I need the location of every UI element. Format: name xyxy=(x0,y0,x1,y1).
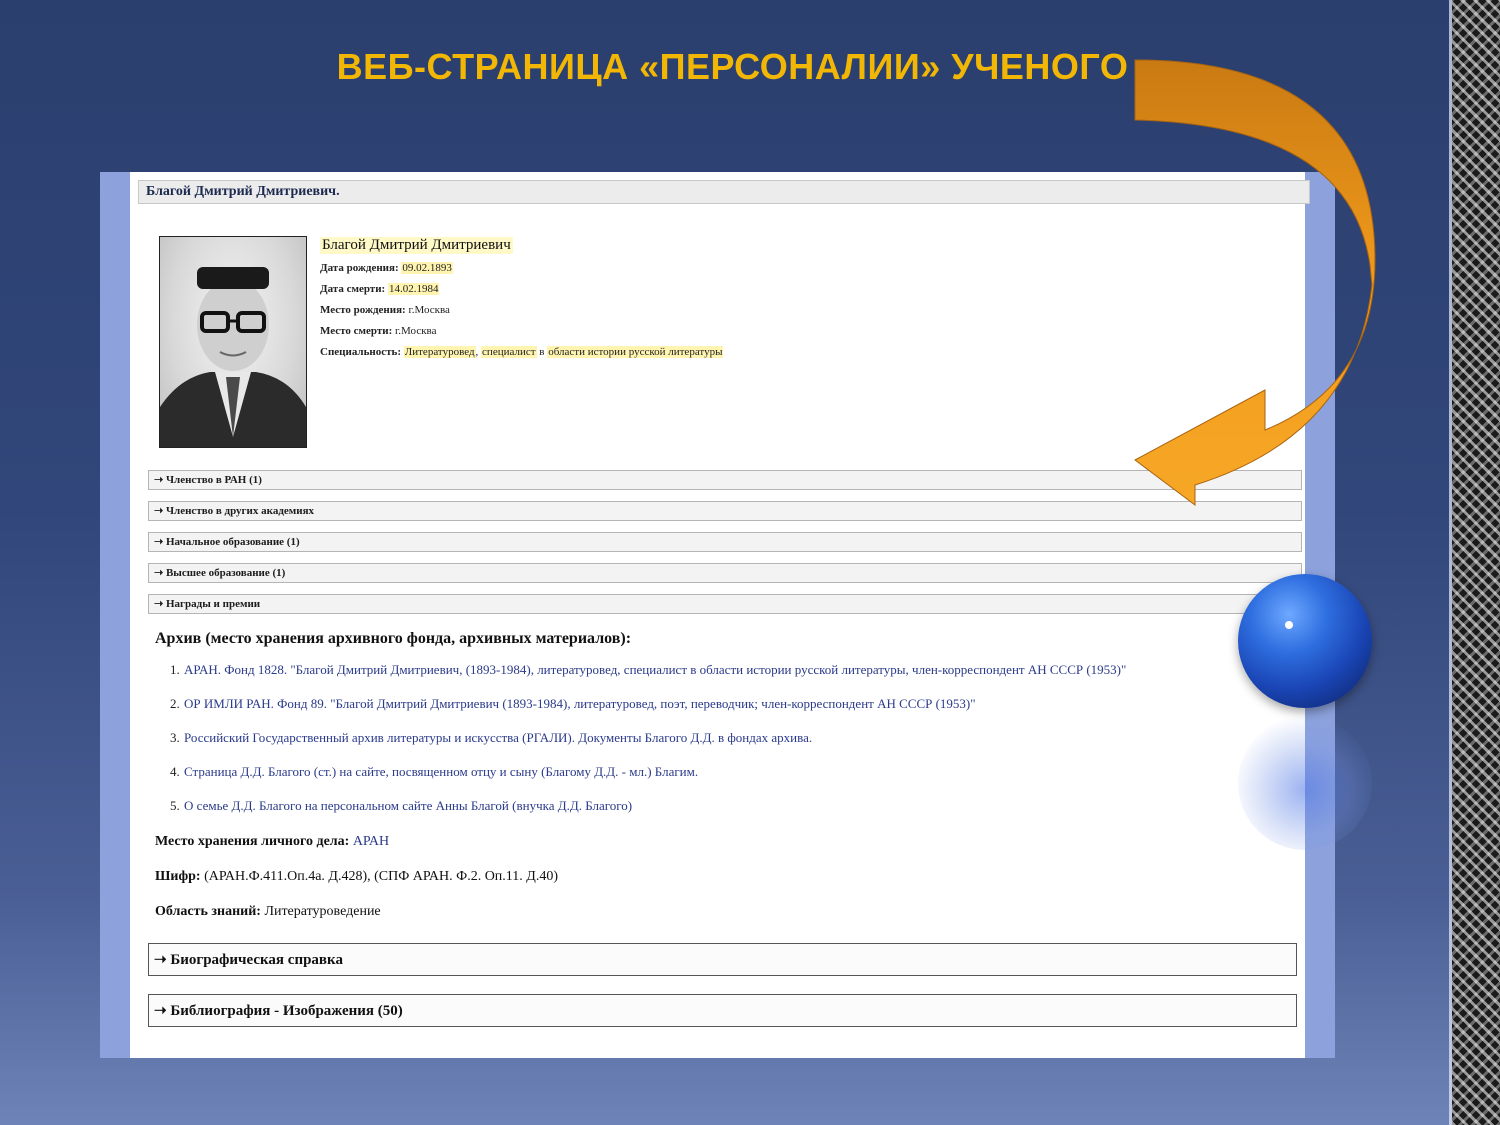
birth-date-label: Дата рождения: xyxy=(320,262,399,274)
section-higher-education[interactable]: ➝ Высшее образование (1) xyxy=(148,563,1302,583)
death-date-row xyxy=(320,283,1120,297)
death-date-label: Дата смерти: xyxy=(320,283,386,295)
cipher-row xyxy=(155,869,558,885)
archive-item-link[interactable]: О семье Д.Д. Благого на персональном сайте Анны Благой (внучка Д.Д. Благого) xyxy=(184,798,633,813)
archive-list xyxy=(170,662,1170,832)
death-date-value: 14.02.1984 xyxy=(388,283,439,295)
birth-place-value: г.Москва xyxy=(408,304,450,316)
birth-place-row xyxy=(320,304,1120,318)
cipher-label: Шифр: xyxy=(155,869,201,884)
birth-date-row xyxy=(320,262,1120,276)
death-place-label: Место смерти: xyxy=(320,325,393,337)
field-label: Область знаний: xyxy=(155,904,261,919)
archive-item-number: 5. xyxy=(170,798,180,813)
archive-item-link[interactable]: ОР ИМЛИ РАН. Фонд 89. "Благой Дмитрий Дмитриевич (1893-1984), литературовед, поэт, переводчик; член-корреспондент АН СССР (1953)" xyxy=(184,696,976,711)
sphere-highlight xyxy=(1285,621,1293,629)
archive-item[interactable] xyxy=(170,764,1170,798)
field-row xyxy=(155,904,381,920)
person-name: Благой Дмитрий Дмитриевич xyxy=(322,237,511,253)
sphere-reflection xyxy=(1238,716,1372,850)
specialty-link-1[interactable]: Литературовед xyxy=(404,346,475,358)
archive-item-link[interactable]: Страница Д.Д. Благого (ст.) на сайте, посвященном отцу и сыну (Благому Д.Д. - мл.) Благим. xyxy=(184,764,699,779)
archive-item-number: 3. xyxy=(170,730,180,745)
archive-item[interactable] xyxy=(170,662,1170,696)
archive-item[interactable] xyxy=(170,730,1170,764)
section-bibliography[interactable]: ➝ Библиография - Изображения (50) xyxy=(148,994,1297,1027)
section-biography[interactable]: ➝ Биографическая справка xyxy=(148,943,1297,976)
person-info xyxy=(320,236,1120,367)
section-other-academies[interactable]: ➝ Членство в других академиях xyxy=(148,501,1302,521)
decorative-pattern-strip xyxy=(1452,0,1500,1125)
field-value: Литературоведение xyxy=(264,904,381,919)
portrait-photo xyxy=(159,236,307,448)
decorative-sphere xyxy=(1238,574,1372,708)
specialty-separator: , xyxy=(475,346,482,358)
archive-item-link[interactable]: Российский Государственный архив литературы и искусства (РГАЛИ). Документы Благого Д.Д. в фондах архива. xyxy=(184,730,813,745)
personal-file-row xyxy=(155,834,389,850)
portrait-image xyxy=(160,237,306,447)
section-awards[interactable]: ➝ Награды и премии xyxy=(148,594,1302,614)
death-place-row xyxy=(320,325,1120,339)
cipher-value: (АРАН.Ф.411.Оп.4а. Д.428), (СПФ АРАН. Ф.2. Оп.11. Д.40) xyxy=(204,869,558,884)
specialty-connector: в xyxy=(536,346,548,358)
birth-place-label: Место рождения: xyxy=(320,304,406,316)
archive-title: Архив (место хранения архивного фонда, архивных материалов): xyxy=(155,630,632,647)
archive-item[interactable] xyxy=(170,798,1170,832)
personal-file-link[interactable]: АРАН xyxy=(352,834,390,849)
archive-item[interactable] xyxy=(170,696,1170,730)
specialty-label: Специальность: xyxy=(320,346,402,358)
personal-file-label: Место хранения личного дела: xyxy=(155,834,350,849)
archive-item-link[interactable]: АРАН. Фонд 1828. "Благой Дмитрий Дмитриевич, (1893-1984), литературовед, специалист в области истории русской литературы, член-корреспондент АН СССР (1953)" xyxy=(184,662,1127,677)
specialty-row xyxy=(320,346,1120,360)
curved-arrow-icon xyxy=(1120,55,1390,515)
section-primary-education[interactable]: ➝ Начальное образование (1) xyxy=(148,532,1302,552)
archive-item-number: 4. xyxy=(170,764,180,779)
birth-date-value: 09.02.1893 xyxy=(402,262,452,274)
specialty-link-2[interactable]: специалист xyxy=(482,346,536,358)
archive-item-number: 2. xyxy=(170,696,180,711)
death-place-value: г.Москва xyxy=(395,325,437,337)
section-ran-membership[interactable]: ➝ Членство в РАН (1) xyxy=(148,470,1302,490)
slide-title: ВЕБ-СТРАНИЦА «ПЕРСОНАЛИИ» УЧЕНОГО xyxy=(336,46,1129,87)
specialty-link-3[interactable]: области истории русской литературы xyxy=(548,346,723,358)
archive-item-number: 1. xyxy=(170,662,180,677)
page-title: Благой Дмитрий Дмитриевич. xyxy=(138,180,1310,204)
